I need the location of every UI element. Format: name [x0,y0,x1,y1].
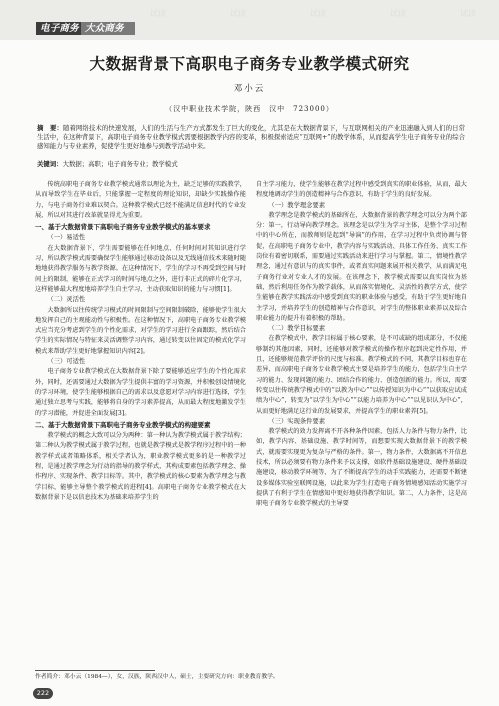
footnote: 作者简介：邓小云（1984—），女，汉族，陕西汉中人，硕士，主要研究方向：职业教育教学。 [35,674,279,680]
watermark: 试读 [310,9,326,18]
page-number: 222 [33,688,53,699]
author: 邓小云 [233,84,266,94]
article-title: 大数据背景下高职电子商务专业教学模式研究 [89,55,410,73]
watermark: 试读 [150,9,166,18]
subsection-heading: （二）教学目标要素 [268,325,326,333]
keywords-label: 关键词： [37,160,63,168]
paragraph: 自主学习能力，使学生能够在教学过程中感受到真实的职业体验，从而，最大程度地调动学生的创造精神与合作意识，有助于学生的良好发展。 [256,181,467,199]
abstract [37,124,465,150]
left-column [35,180,246,600]
subsection-heading: （三）实现条件要素 [268,417,326,425]
watermark: 试读 [390,9,406,18]
subsection-heading: （三）可适性 [47,358,86,366]
section-tag-public-business: 大众商务 [81,22,135,35]
paragraph: 大数据所以往传统学习模式的时间限制与空间限制破除，能够使学生很大地发挥自己的主观能动性与积极性。在这种情况下，高职电子商务专业教学模式应当充分考虑到学生的个性化需求，对学生的学习进行全面跟踪，然后结合学生的实际情况与特征来灵活调整学习内容，通过转变以往固定的模式化学习模式来帮助学生更好地掌握知识内容[2]。 [35,306,246,355]
abstract-text: 随着网络技术的快速发展，人们的生活与生产方式都发生了巨大的变化，尤其是在大数据背景下，与互联网相关的产业迅速融入到人们的日常生活中，在这种背景下，高职电子商务专业教学模式需要根据教学内容的变革，积极探索适应“互联网+”的教学体系，从而提高学生电子商务专业的综合感知能力与专业素养，促使学生更好地参与到教学活动中来。 [37,124,466,150]
footnote-rule [35,670,155,671]
paragraph: 电子商务专业教学模式在大数据背景下除了要能够适应学生的个性化需求外，同时，还需要通过大数据为学生提供丰富的学习资源，并积极创设情境化的学习环境，使学生能够根据自己的需求以及意愿对学习内容进行选择，学生通过独立思考与实践，能够将自身的学习素养提高，从而最大程度地激发学生的学习潜能，并促进全面发展[3]。 [35,368,246,417]
watermark: 试读 [460,9,476,18]
keywords-text: 大数据；高职；电子商务专业；教学模式 [62,160,178,168]
abstract-label: 摘 要： [37,124,63,132]
paragraph: 在大数据背景下，学生需要能够在任何地点、任何时间对其知识进行学习，所以教学模式需要确保学生能够通过移动设备以及无线通信技术来随时随地地获得教学服务与教学资源。在这种情况下，学生的学习不再受到空间与时间上的限制，能够在正式学习的时间与地点之外，进行非正式的碎片化学习，这样能够最大程度地培养学生自主学习、主动获取知识的能力与习惯[1]。 [35,244,246,293]
paragraph: 教学理念是教学模式的基础所在，大数据背景的教学理念可以分为两个部分：第一，行动导向教学理念。该理念是以学生为学习主体，是整个学习过程中的中心所在，而教师则是起到“导演”的作用，在学习过程中负责协调与督促，在高职电子商务专业中，教学内容与实践活动、具体工作任务、真实工作岗位有着密切联系，需要通过实践活动来进行学习与掌握。第二，情境性教学理念，通过有意识与的真实事件，或者真实问题来展开相关教学，从而满足电子商务行业对专业人才的发展。在该理念下，教学模式需要以真实岗位为基础，然后利用任务作为教学载体，从而落实情境化、灵活性的教学方式，使学生能够在教学实践活动中感受到真实的职业体验与感受，有助于学生更好地自主学习，并培养学生的创造精神与合作意识，对学生的整体职业素养以及综合职业能力的提升有着积极的帮助。 [256,211,467,322]
keywords [37,160,465,169]
paragraph: 教学模式的效力发挥离不开各种条件因素，包括人力条件与物力条件，比如，教学内容、基础设施、教学时间等，而想要实现大数据背景下的教学模式，就需要实现更为复杂与严格的条件。第一，物力条件，大数据离不开信息技术，所以必须要有物力条件来予以支撑，如软件基础设施建设、硬件基础设施建设，移动教学环境等，为了不断提高学生的动手实践能力，还需要不断建设多媒体实验室联网设施，以此来为学生打造电子商务情境感知活动实施学习提供了有利于学生在情感知中更好地获得教学知识。第二，人力条件，这是高职电子商务专业教学模式的主导要 [256,428,467,508]
watermark: 试读 [230,9,246,18]
section-heading: 二、基于大数据背景下高职电子商务专业教学模式的构建要素 [35,420,211,429]
right-column [256,180,467,600]
subsection-heading: （二）灵活性 [47,296,86,304]
paragraph: 教学模式的概念大致可以分为两种：第一种认为教学模式属于教学结构；第二种认为教学模式属于教学过程，也就是教学模式是教学程序过程中的一种教学样式或者策略体系，相关学者认为，职业教学模式更多的是一种教学过程，是通过教学理念为行动的指导的教学样式，其构成要素包括教学理念、操作程序、实现条件、教学目标等。其中，教学模式的核心要素为教学理念与教学目标，能够主导整个教学模式的进程[4]。高职电子商务专业教学模式在大数据背景下是以信息技术为基础来培养学生的 [35,432,246,501]
subsection-heading: （一）教学理念要素 [268,201,326,209]
affiliation: （汉中职业技术学院，陕西 汉中 723000） [165,105,334,113]
section-tag-ecommerce: 电子商务 [36,22,87,35]
subsection-heading: （一）易适性 [47,234,86,242]
paragraph: 传统高职电子商务专业教学模式通常以理论为主，缺乏足够的实践教学，从而导致学生在毕业后，只能掌握一定程度的理论知识，却缺少实践操作能力，与电子商务行业难以契合。这种教学模式已经不能满足信息时代的专业发展，所以对其进行改革就显得尤为重要。 [35,181,246,219]
paragraph: 在教学模式中，教学目标属于核心要素，是不可或缺的组成部分，不仅能够制约其他因素，同时，还能够对教学模式的操作程序起到决定性作用，并且，还能够规范教学评价的尺度与标准。教学模式的不同，其教学目标也存在差异，而高职电子商务专业教学模式主要是培养学生的能力，包括学生自主学习的能力、发现问题的能力、团结合作的能力、创造创新的能力。所以，需要转变以往传统教学模式中的“以教为中心”“以传授知识为中心”“以获取应试成绩为中心”，转变为“以学生为中心”“以能力培养为中心”“以见识认为中心”，从而更好地满足这行业的发展要求，并提高学生的职业素养[5]。 [256,335,467,415]
section-heading: 一、基于大数据背景下高职电子商务专业教学模式的基本要求 [35,223,211,232]
